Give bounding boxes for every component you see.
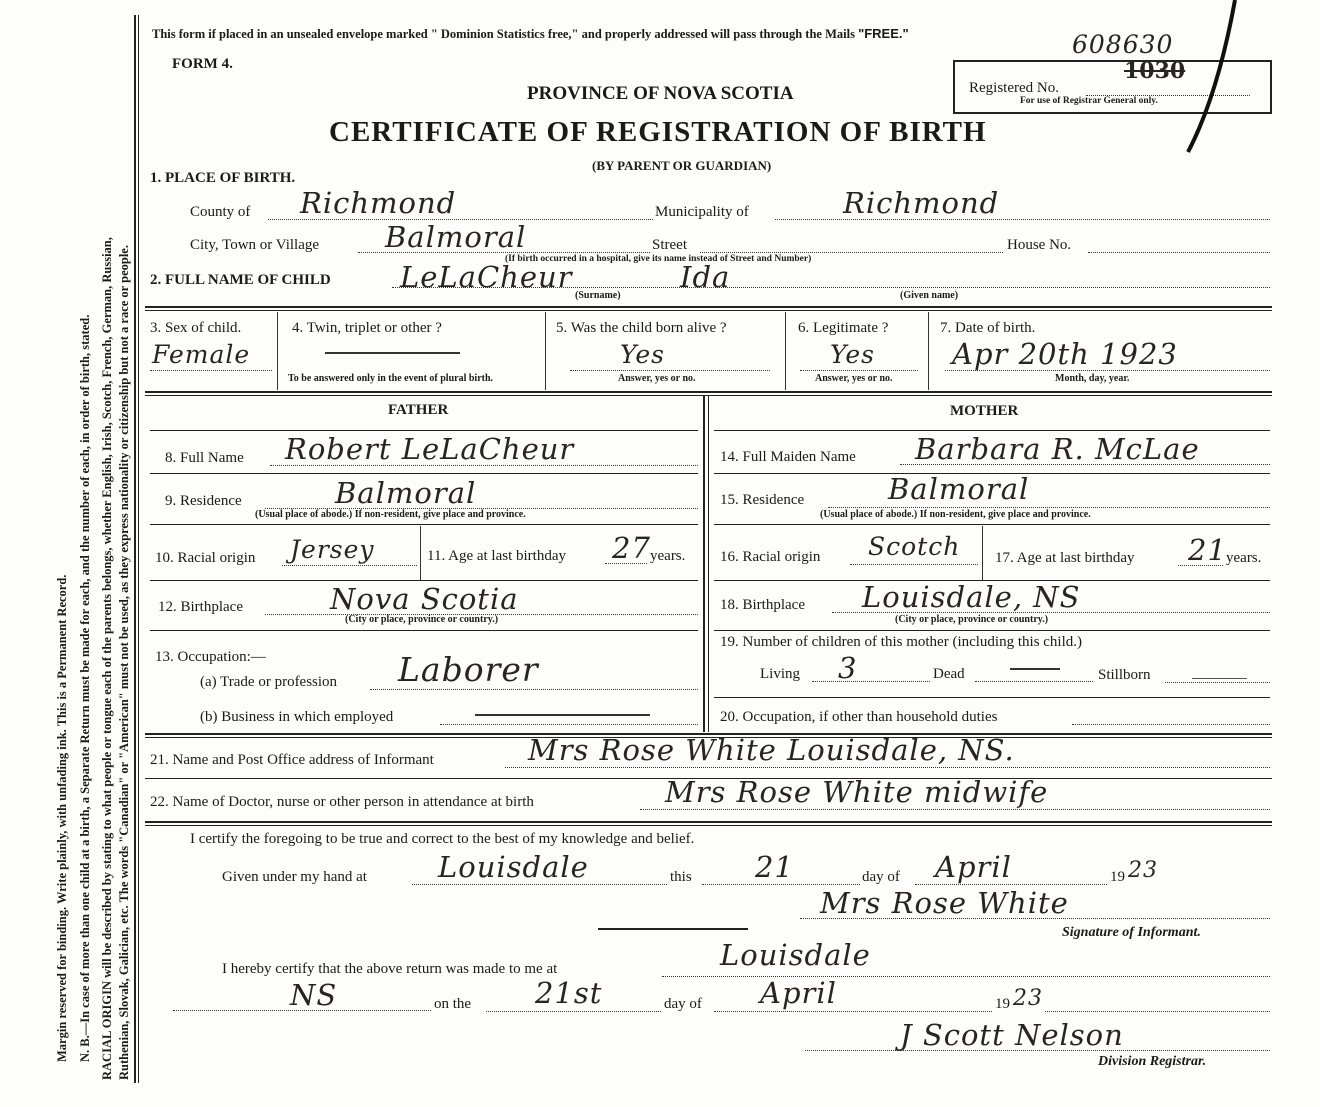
trade-value: Laborer — [398, 650, 539, 689]
form-number: FORM 4. — [172, 56, 233, 72]
child-name-label: 2. FULL NAME OF CHILD — [150, 272, 331, 288]
stillborn-label: Stillborn — [1098, 667, 1151, 683]
cert-year-prefix: 19 — [1110, 869, 1125, 885]
registrar-province-value: NS — [290, 978, 338, 1012]
margin-note-multiple-births: N. B.—In case of more than one child at a birth, a Separate Return must be made for each, and the number of each, in order of birth, stated. — [78, 314, 92, 1062]
registrar-statement: I hereby certify that the above return was made to me at — [222, 961, 558, 977]
registrar-day-value: 21st — [535, 976, 603, 1010]
given-caption: (Given name) — [900, 290, 959, 301]
registrar-caption: Division Registrar. — [1098, 1054, 1207, 1069]
occupation-label: 13. Occupation:— — [155, 649, 266, 665]
registrar-note: For use of Registrar General only. — [1020, 96, 1158, 106]
mother-birthplace-label: 18. Birthplace — [720, 597, 805, 613]
mother-age-label: 17. Age at last birthday — [995, 550, 1135, 566]
father-name-label: 8. Full Name — [165, 450, 244, 466]
mother-racial-value: Scotch — [868, 532, 961, 561]
given-label: Given under my hand at — [222, 869, 367, 885]
cert-month-value: April — [935, 850, 1012, 884]
street-label: Street — [652, 237, 687, 253]
alive-note: Answer, yes or no. — [618, 373, 696, 384]
registered-number-new: 608630 — [1072, 30, 1174, 59]
place-of-birth-heading: 1. PLACE OF BIRTH. — [150, 170, 296, 186]
margin-note-racial-origin-1: RACIAL ORIGIN will be described by stating to what people or tongue each of the parents belongs, whether English, Irish, Scotch, French, German, Russian, — [100, 237, 114, 1080]
hospital-note: (If birth occurred in a hospital, give its name instead of Street and Number) — [505, 254, 812, 264]
binding-rule-inner — [138, 15, 139, 1083]
cert-place-value: Louisdale — [438, 850, 589, 884]
dob-label: 7. Date of birth. — [940, 320, 1036, 336]
registrar-signature: J Scott Nelson — [900, 1018, 1124, 1052]
alive-label: 5. Was the child born alive ? — [556, 320, 727, 336]
informant-signature-caption: Signature of Informant. — [1062, 925, 1201, 940]
doctor-label: 22. Name of Doctor, nurse or other person in attendance at birth — [150, 794, 534, 810]
alive-value: Yes — [620, 340, 665, 369]
sex-label: 3. Sex of child. — [150, 320, 242, 336]
twin-note: To be answered only in the event of plural birth. — [288, 373, 494, 384]
registered-label: Registered No. — [969, 80, 1059, 96]
father-residence-value: Balmoral — [335, 476, 477, 510]
mother-residence-label: 15. Residence — [720, 492, 805, 508]
informant-signature: Mrs Rose White — [820, 886, 1069, 920]
free-label: "FREE." — [858, 26, 909, 41]
legitimate-note: Answer, yes or no. — [815, 373, 893, 384]
county-label: County of — [190, 204, 251, 220]
binding-rule — [134, 15, 136, 1083]
registrar-check-stroke — [1180, 0, 1250, 160]
page-title: CERTIFICATE OF REGISTRATION OF BIRTH — [329, 116, 987, 148]
mother-occupation-label: 20. Occupation, if other than household duties — [720, 709, 998, 725]
father-racial-label: 10. Racial origin — [155, 550, 256, 566]
mother-residence-value: Balmoral — [888, 472, 1030, 506]
certification-statement: I certify the foregoing to be true and correct to the best of my knowledge and belief. — [190, 831, 695, 847]
father-abode-note: (Usual place of abode.) If non-resident, give place and province. — [255, 509, 526, 520]
cert-year-value: 23 — [1128, 858, 1158, 883]
registered-number-struck: 1030 — [1124, 58, 1186, 84]
city-value: Balmoral — [385, 220, 527, 254]
county-value: Richmond — [300, 186, 457, 220]
mother-racial-label: 16. Racial origin — [720, 549, 821, 565]
mother-abode-note: (Usual place of abode.) If non-resident, give place and province. — [820, 509, 1091, 520]
municipality-value: Richmond — [843, 186, 1000, 220]
mother-birthplace-note: (City or place, province or country.) — [895, 614, 1049, 625]
house-label: House No. — [1007, 237, 1072, 253]
father-years-label: years. — [650, 548, 686, 564]
doctor-value: Mrs Rose White midwife — [665, 775, 1049, 809]
margin-note-binding: Margin reserved for binding. Write plainly, with unfading ink. This is a Permanent Record. — [55, 574, 69, 1062]
father-birthplace-note: (City or place, province or country.) — [345, 614, 499, 625]
sex-value: Female — [152, 340, 251, 369]
on-the-label: on the — [434, 996, 472, 1012]
living-value: 3 — [838, 651, 858, 685]
mother-age-value: 21 — [1188, 533, 1227, 567]
province-heading: PROVINCE OF NOVA SCOTIA — [527, 83, 794, 104]
children-count-label: 19. Number of children of this mother (including this child.) — [720, 634, 1083, 650]
dead-label: Dead — [933, 666, 965, 682]
registrar-day-of-label: day of — [664, 996, 702, 1012]
informant-label: 21. Name and Post Office address of Informant — [150, 752, 434, 768]
registrar-place-value: Louisdale — [720, 938, 871, 972]
mother-name-value: Barbara R. McLae — [915, 432, 1200, 466]
living-label: Living — [760, 666, 800, 682]
registrar-year-value: 23 — [1013, 986, 1043, 1011]
dob-value: Apr 20th 1923 — [952, 337, 1178, 371]
twin-label: 4. Twin, triplet or other ? — [292, 320, 442, 336]
city-label: City, Town or Village — [190, 237, 320, 253]
child-surname-value: LeLaCheur — [400, 260, 573, 294]
child-given-value: Ida — [680, 260, 731, 294]
legitimate-label: 6. Legitimate ? — [798, 320, 889, 336]
postal-note: This form if placed in an unsealed envelope marked " Dominion Statistics free," and properly addressed will pass through the Mails "FREE." — [152, 26, 909, 41]
day-of-label: day of — [862, 869, 900, 885]
father-age-value: 27 — [612, 531, 651, 565]
page-subtitle: (BY PARENT OR GUARDIAN) — [592, 158, 772, 173]
informant-value: Mrs Rose White Louisdale, NS. — [528, 733, 1015, 767]
father-heading: FATHER — [388, 402, 449, 418]
dob-note: Month, day, year. — [1055, 373, 1130, 384]
mother-years-label: years. — [1226, 550, 1262, 566]
this-label: this — [670, 869, 692, 885]
margin-note-racial-origin-2: Ruthenian, Slovak, Galician, etc. The words "Canadian" or "American" must not be used, as they express nationality or citizenship but not a race or people. — [117, 245, 131, 1080]
mother-birthplace-value: Louisdale, NS — [862, 580, 1081, 614]
registrar-month-value: April — [760, 976, 837, 1010]
mother-name-label: 14. Full Maiden Name — [720, 449, 856, 465]
father-age-label: 11. Age at last birthday — [427, 548, 566, 564]
surname-caption: (Surname) — [575, 290, 621, 301]
business-label: (b) Business in which employed — [200, 709, 394, 725]
registrar-year-prefix: 19 — [995, 996, 1010, 1012]
father-name-value: Robert LeLaCheur — [285, 432, 575, 466]
trade-label: (a) Trade or profession — [200, 674, 338, 690]
municipality-label: Municipality of — [655, 204, 749, 220]
father-racial-value: Jersey — [290, 535, 375, 564]
mother-heading: MOTHER — [950, 403, 1019, 419]
father-birthplace-value: Nova Scotia — [330, 582, 519, 616]
father-residence-label: 9. Residence — [165, 493, 242, 509]
father-birthplace-label: 12. Birthplace — [158, 599, 243, 615]
legitimate-value: Yes — [830, 340, 875, 369]
cert-day-value: 21 — [755, 850, 794, 884]
